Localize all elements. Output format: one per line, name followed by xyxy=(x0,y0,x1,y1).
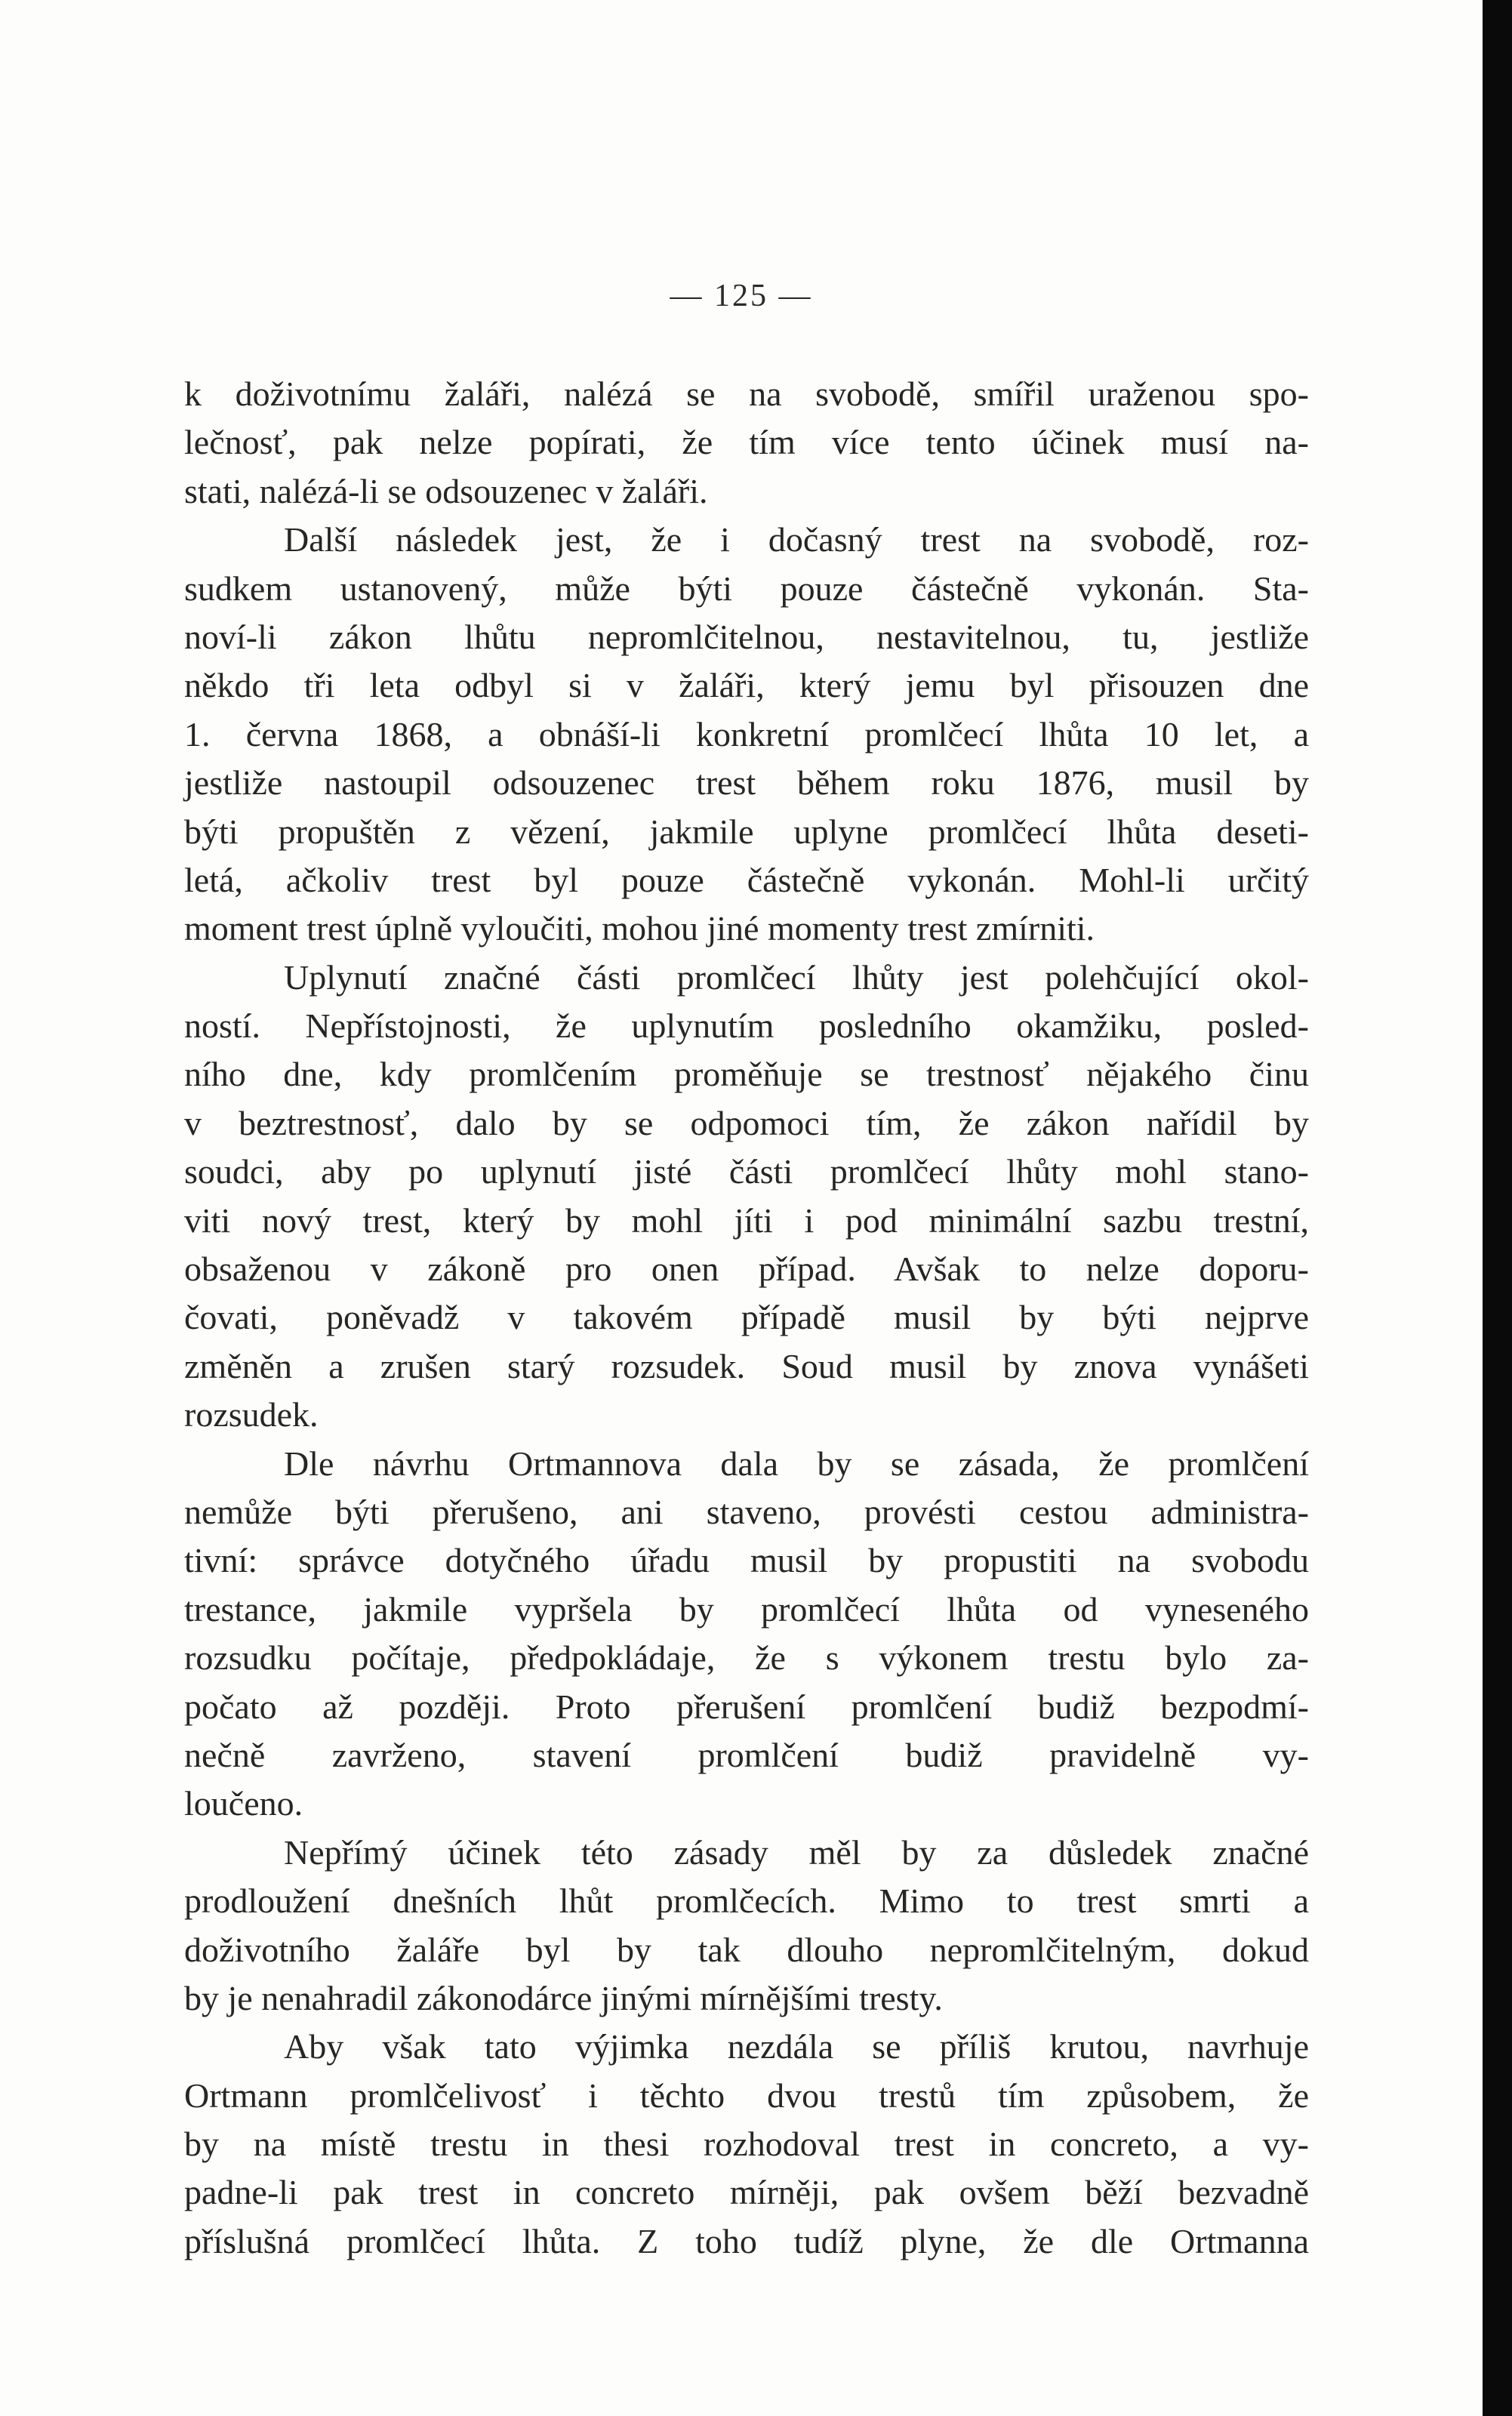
text-line: letá, ačkoliv trest byl pouze částečně vykonán. Mohl-li určitý xyxy=(184,860,1309,899)
text-line: by je nenahradil zákonodárce jinými mírnějšími tresty. xyxy=(184,1978,943,2017)
text-line: čovati, poněvadž v takovém případě musil by býti nejprve xyxy=(184,1298,1309,1337)
text-line: Další následek jest, že i dočasný trest na svobodě, roz- xyxy=(284,520,1309,559)
text-line: trestance, jakmile vypršela by promlčecí lhůta od vyneseného xyxy=(184,1589,1309,1629)
text-line: změněn a zrušen starý rozsudek. Soud musil by znova vynášeti xyxy=(184,1346,1309,1385)
text-line: někdo tři leta odbyl si v žaláři, který jemu byl přisouzen dne xyxy=(184,666,1309,705)
text-line: 1. června 1868, a obnáší-li konkretní promlčecí lhůta 10 let, a xyxy=(184,714,1309,753)
text-line: příslušná promlčecí lhůta. Z toho tudíž plyne, že dle Ortmanna xyxy=(184,2221,1309,2260)
text-line: Ortmann promlčelivosť i těchto dvou trestů tím způsobem, že xyxy=(184,2075,1309,2115)
text-line: jestliže nastoupil odsouzenec trest během roku 1876, musil by xyxy=(184,763,1309,803)
page-edge-shadow xyxy=(1483,0,1512,2416)
text-line: nemůže býti přerušeno, ani staveno, provésti cestou administra- xyxy=(184,1492,1309,1531)
text-line: v beztrestnosť, dalo by se odpomoci tím, že zákon nařídil by xyxy=(184,1103,1309,1142)
text-line: doživotního žaláře byl by tak dlouho nepromlčitelným, dokud xyxy=(184,1930,1309,1969)
text-line: tivní: správce dotyčného úřadu musil by propustiti na svobodu xyxy=(184,1541,1309,1580)
text-line: Aby však tato výjimka nezdála se příliš krutou, navrhuje xyxy=(284,2027,1309,2066)
text-line: moment trest úplně vyloučiti, mohou jiné momenty trest zmírniti. xyxy=(184,909,1095,948)
text-line: padne-li pak trest in concreto mírněji, pak ovšem běží bezvadně xyxy=(184,2173,1309,2212)
text-line: stati, nalézá-li se odsouzenec v žaláři. xyxy=(184,471,708,510)
page-number: — 125 — xyxy=(670,279,813,313)
text-line: nečně zavrženo, stavení promlčení budiž pravidelně vy- xyxy=(184,1735,1309,1774)
text-line: Uplynutí značné části promlčecí lhůty jest polehčující okol- xyxy=(284,957,1309,997)
text-line: Dle návrhu Ortmannova dala by se zásada, že promlčení xyxy=(284,1444,1309,1483)
text-line: obsaženou v zákoně pro onen případ. Avšak to nelze doporu- xyxy=(184,1250,1309,1289)
text-line: prodloužení dnešních lhůt promlčecích. Mimo to trest smrti a xyxy=(184,1881,1309,1921)
text-line: počato až později. Proto přerušení promlčení budiž bezpodmí- xyxy=(184,1687,1309,1726)
text-line: Nepřímý účinek této zásady měl by za důsledek značné xyxy=(284,1832,1309,1872)
text-line: rozsudek. xyxy=(184,1395,319,1434)
text-line: soudci, aby po uplynutí jisté části promlčecí lhůty mohl stano- xyxy=(184,1152,1309,1191)
text-line: býti propuštěn z vězení, jakmile uplyne promlčecí lhůta deseti- xyxy=(184,812,1309,851)
text-line: loučeno. xyxy=(184,1784,303,1823)
text-line: rozsudku počítaje, předpokládaje, že s výkonem trestu bylo za- xyxy=(184,1638,1309,1678)
text-line: ností. Nepřístojnosti, že uplynutím posledního okamžiku, posled- xyxy=(184,1006,1309,1046)
text-line: ního dne, kdy promlčením proměňuje se trestnosť nějakého činu xyxy=(184,1055,1309,1094)
text-line: k doživotnímu žaláři, nalézá se na svobodě, smířil uraženou spo- xyxy=(184,374,1309,413)
text-line: sudkem ustanovený, může býti pouze částečně vykonán. Sta- xyxy=(184,569,1309,608)
text-line: viti nový trest, který by mohl jíti i pod minimální sazbu trestní, xyxy=(184,1200,1309,1240)
text-line: noví-li zákon lhůtu nepromlčitelnou, nestavitelnou, tu, jestliže xyxy=(184,617,1309,656)
body-text xyxy=(184,370,1309,2266)
text-line: by na místě trestu in thesi rozhodoval trest in concreto, a vy- xyxy=(184,2125,1309,2164)
text-line: lečnosť, pak nelze popírati, že tím více tento účinek musí na- xyxy=(184,423,1309,462)
